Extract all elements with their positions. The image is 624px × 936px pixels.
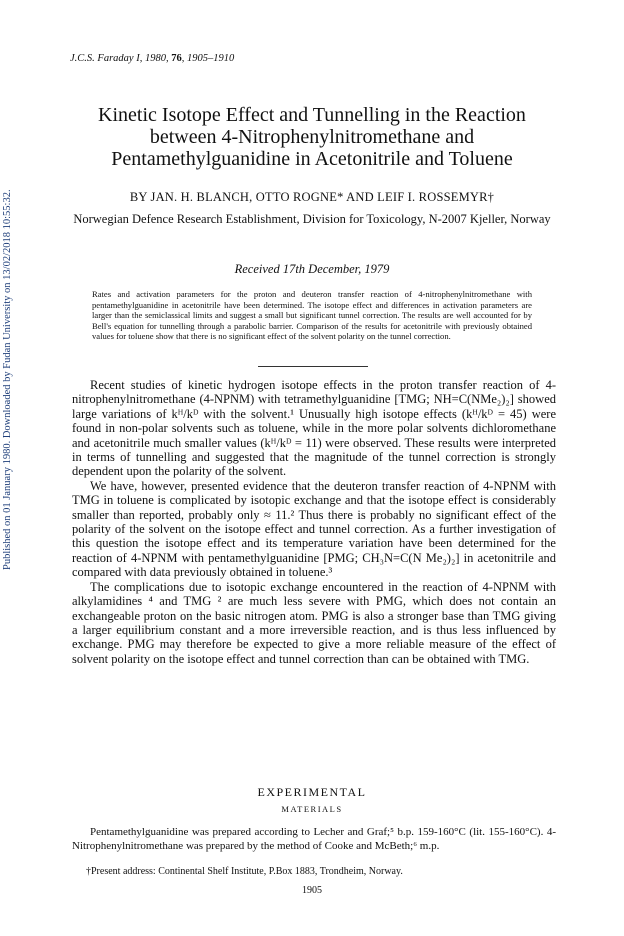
journal-volume: 76 <box>171 53 182 64</box>
article-title <box>60 104 564 170</box>
section-heading: EXPERIMENTAL <box>257 785 367 799</box>
journal-pages: , 1905–1910 <box>181 53 235 64</box>
body-paragraph-1: Recent studies of kinetic hydrogen isotope effects in the proton transfer reaction of 4-nitrophenylnitromethane (4-NPNM) with tetramethylguanidine [TMG; NH=C(NMe₂)₂] showed large variations of kᴴ/kᴰ with the solvent.¹ Unusually high isotope effects (kᴴ/kᴰ = 45) were found in non-polar solvents such as toluene, while in the more polar solvents dichloromethane and acetonitrile much smaller values (kᴴ/kᴰ = 11) were observed. These results were interpreted in terms of tunnelling and suggested that the magnitude of the tunnel correction is strongly dependent upon the polarity of the solvent. <box>72 378 556 479</box>
author-list: BY JAN. H. BLANCH, OTTO ROGNE* AND LEIF I. ROSSEMYR† <box>129 190 495 204</box>
experimental-paragraph: Pentamethylguanidine was prepared according to Lecher and Graf;⁵ b.p. 159-160°C (lit. 155-160°C). 4-Nitrophenylnitromethane was prepared by the method of Cooke and McBeth;⁶ m.p. <box>72 826 556 852</box>
received-date: Received 17th December, 1979 <box>234 262 390 276</box>
experimental-text <box>72 825 556 853</box>
title-line-1: Kinetic Isotope Effect and Tunnelling in the Reaction <box>98 104 526 126</box>
footnote: †Present address: Continental Shelf Institute, P.Box 1883, Trondheim, Norway. <box>86 866 403 877</box>
title-line-2: between 4-Nitrophenylnitromethane and <box>149 126 475 148</box>
page-number: 1905 <box>302 885 322 896</box>
article-body <box>72 378 556 666</box>
subsection-heading: MATERIALS <box>281 804 343 814</box>
affiliation: Norwegian Defence Research Establishment, Division for Toxicology, N-2007 Kjeller, Norway <box>73 212 551 226</box>
body-paragraph-3: The complications due to isotopic exchange encountered in the reaction of 4-NPNM with alkylamidines ⁴ and TMG ² are much less severe with PMG, which does not contain an exchangeable proton on the basic nitrogen atom. PMG is also a stronger base than TMG giving a larger equilibrium constant and a more irreversible reaction, and is thus less influenced by exchange. PMG may therefore be expected to give a more reliable measure of the effect of solvent polarity on the isotope effect and tunnel correction than can be obtained with TMG. <box>72 579 556 666</box>
section-divider <box>258 366 368 367</box>
download-watermark: Published on 01 January 1980. Downloaded by Fudan University on 13/02/2018 10:55:32. <box>2 189 13 570</box>
journal-year: 1980, <box>142 53 172 64</box>
title-line-3: Pentamethylguanidine in Acetonitrile and Toluene <box>111 148 513 170</box>
abstract: Rates and activation parameters for the proton and deuteron transfer reaction of 4-nitrophenylnitromethane with pentamethylguanidine in acetonitrile have been determined. The isotope effect and differences in activation parameters are larger than the semiclassical limits and suggest a small but significant tunnel correction. The results are well accounted for by Bell's equation for tunnelling through a parabolic barrier. Comparison of the results for acetonitrile with previously obtained values for toluene show that there is no significant effect of the solvent polarity on the tunnel correction. <box>92 289 532 342</box>
journal-name: J.C.S. Faraday I, <box>70 53 143 64</box>
body-paragraph-2: We have, however, presented evidence that the deuteron transfer reaction of 4-NPNM with TMG in toluene is complicated by isotopic exchange and that the isotope effect is considerably smaller than reported, probably only ≈ 11.² Thus there is probably no significant effect of the polarity of the solvent on the isotope effect and tunnel correction. As a further investigation of this question the isotope effect and its temperature variation have been determined for the reaction of 4-NPNM with pentamethylguanidine [PMG; CH₃N=C(N Me₂)₂] in acetonitrile and compared with data previously obtained in toluene.³ <box>72 478 556 580</box>
journal-citation <box>70 53 234 64</box>
